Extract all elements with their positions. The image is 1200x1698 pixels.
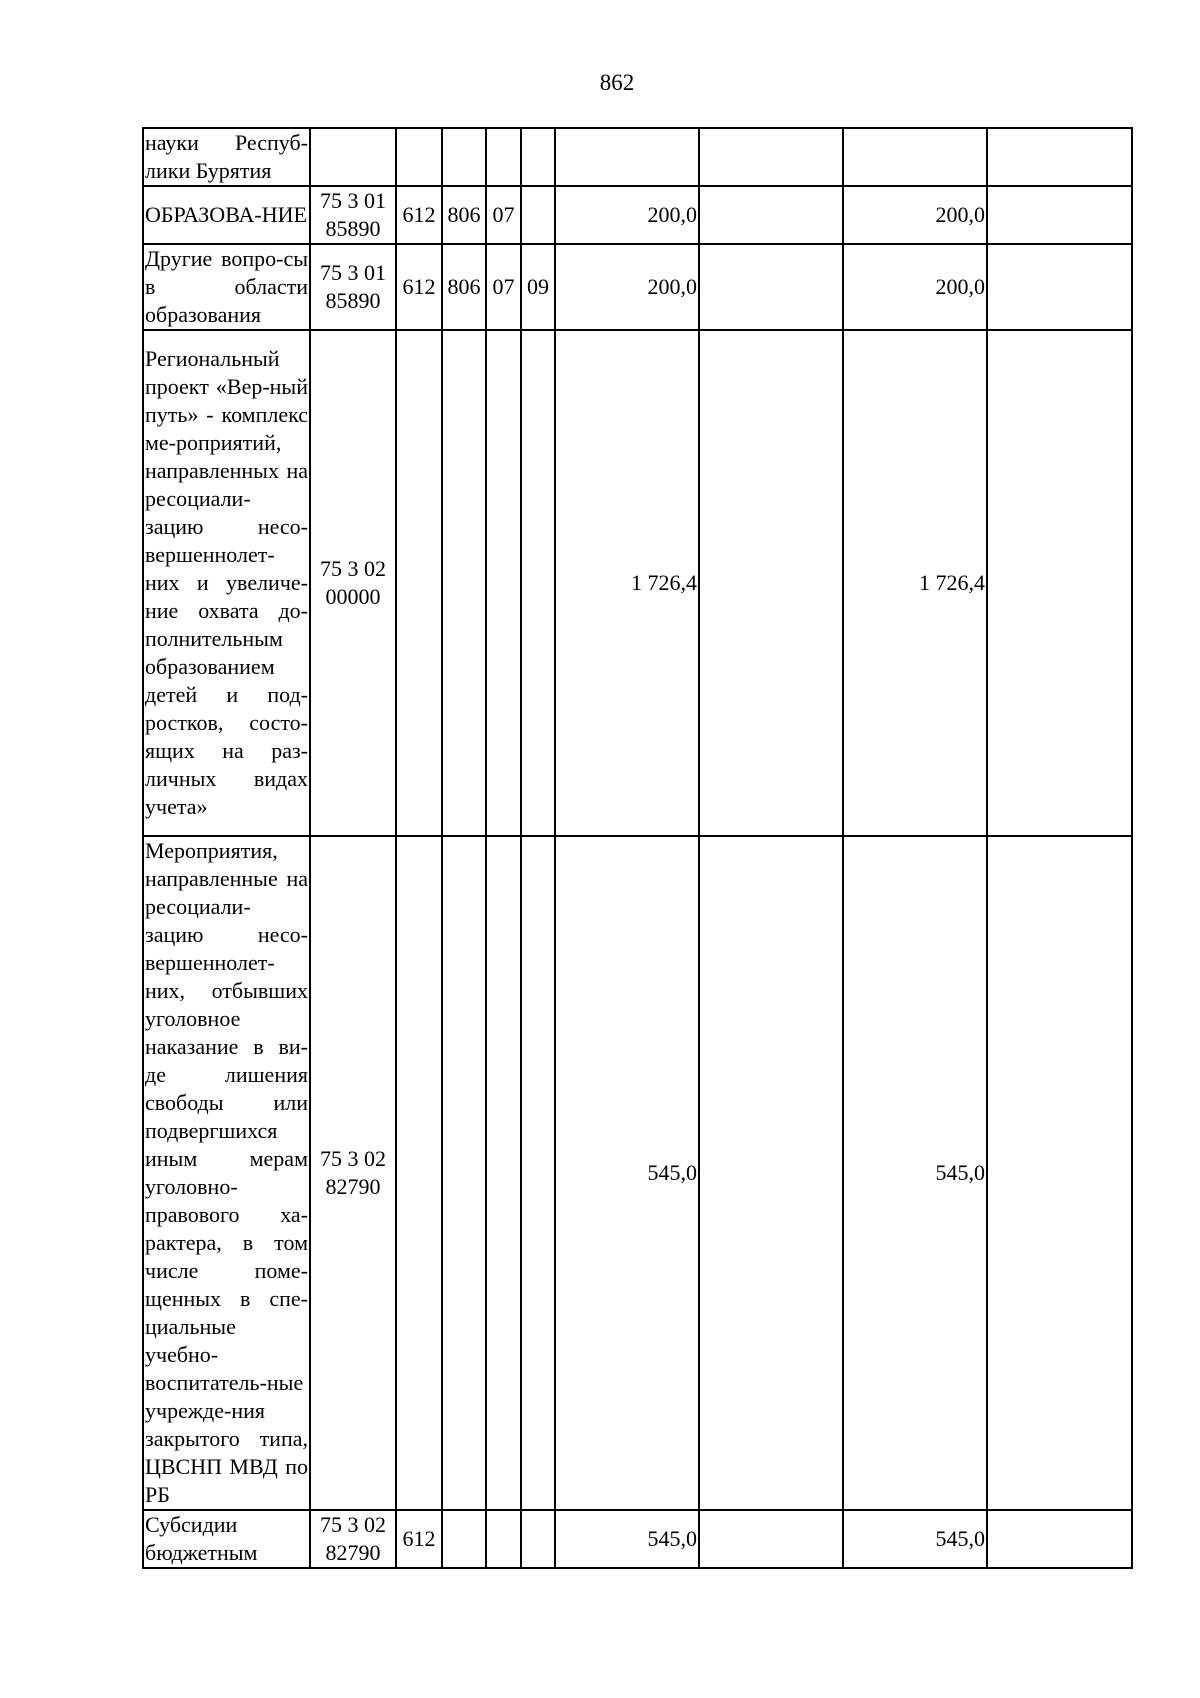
row-col-10	[987, 330, 1132, 836]
row-section: 07	[486, 244, 521, 330]
row-col-8	[699, 244, 843, 330]
row-name: ОБРАЗОВА-НИЕ	[143, 186, 310, 244]
budget-table	[142, 127, 1133, 1569]
row-target-code: 75 3 01 85890	[310, 244, 396, 330]
table-row	[143, 836, 1132, 1510]
row-target-code: 75 3 02 82790	[310, 836, 396, 1510]
row-amount-2: 200,0	[843, 244, 987, 330]
row-amount-2: 545,0	[843, 1510, 987, 1568]
row-expense-type	[396, 330, 442, 836]
row-amount-1: 200,0	[555, 244, 699, 330]
row-target-code: 75 3 02 00000	[310, 330, 396, 836]
row-target-code: 75 3 01 85890	[310, 186, 396, 244]
row-grbs	[442, 330, 486, 836]
row-expense-type: 612	[396, 244, 442, 330]
row-col-8	[699, 330, 843, 836]
row-expense-type	[396, 128, 442, 186]
table-row	[143, 330, 1132, 836]
table-row	[143, 186, 1132, 244]
row-grbs	[442, 128, 486, 186]
row-expense-type	[396, 836, 442, 1510]
row-expense-type: 612	[396, 1510, 442, 1568]
row-col-8	[699, 128, 843, 186]
row-amount-2: 200,0	[843, 186, 987, 244]
row-col-8	[699, 1510, 843, 1568]
row-name: Субсидии бюджетным	[143, 1510, 310, 1568]
row-amount-1: 545,0	[555, 836, 699, 1510]
row-section	[486, 128, 521, 186]
row-col-10	[987, 1510, 1132, 1568]
row-amount-2	[843, 128, 987, 186]
row-section: 07	[486, 186, 521, 244]
row-section	[486, 836, 521, 1510]
row-section	[486, 330, 521, 836]
row-amount-2: 545,0	[843, 836, 987, 1510]
row-name: науки Респуб-лики Бурятия	[143, 128, 310, 186]
row-subsection	[521, 1510, 555, 1568]
row-grbs: 806	[442, 186, 486, 244]
row-section	[486, 1510, 521, 1568]
row-name: Мероприятия, направленные на ресоциали-зацию несо-вершеннолет-них, отбывших уголовное наказание в ви-де лишения свободы или подвергшихся иным мерам уголовно-правового ха-рактера, в том числе поме-щенных в спе-циальные учебно-воспитатель-ные учрежде-ния закрытого типа, ЦВСНП МВД по РБ	[143, 836, 310, 1510]
row-grbs	[442, 836, 486, 1510]
table-row	[143, 128, 1132, 186]
row-col-10	[987, 836, 1132, 1510]
row-target-code: 75 3 02 82790	[310, 1510, 396, 1568]
row-col-10	[987, 186, 1132, 244]
row-amount-2: 1 726,4	[843, 330, 987, 836]
row-subsection	[521, 128, 555, 186]
row-amount-1	[555, 128, 699, 186]
row-subsection	[521, 330, 555, 836]
page-number: 862	[599, 70, 635, 95]
row-amount-1: 545,0	[555, 1510, 699, 1568]
row-col-10	[987, 244, 1132, 330]
row-subsection	[521, 836, 555, 1510]
row-grbs: 806	[442, 244, 486, 330]
row-amount-1: 200,0	[555, 186, 699, 244]
table-row	[143, 1510, 1132, 1568]
row-grbs	[442, 1510, 486, 1568]
row-name: Другие вопро-сы в области образования	[143, 244, 310, 330]
row-expense-type: 612	[396, 186, 442, 244]
row-amount-1: 1 726,4	[555, 330, 699, 836]
row-col-10	[987, 128, 1132, 186]
row-subsection	[521, 186, 555, 244]
row-subsection: 09	[521, 244, 555, 330]
row-target-code	[310, 128, 396, 186]
row-col-8	[699, 186, 843, 244]
row-name: Региональный проект «Вер-ный путь» - комплекс ме-роприятий, направленных на ресоциали-зацию несо-вершеннолет-них и увеличе-ние охвата до-полнительным образованием детей и под-ростков, состо-ящих на раз-личных видах учета»	[143, 330, 310, 836]
row-col-8	[699, 836, 843, 1510]
table-row	[143, 244, 1132, 330]
